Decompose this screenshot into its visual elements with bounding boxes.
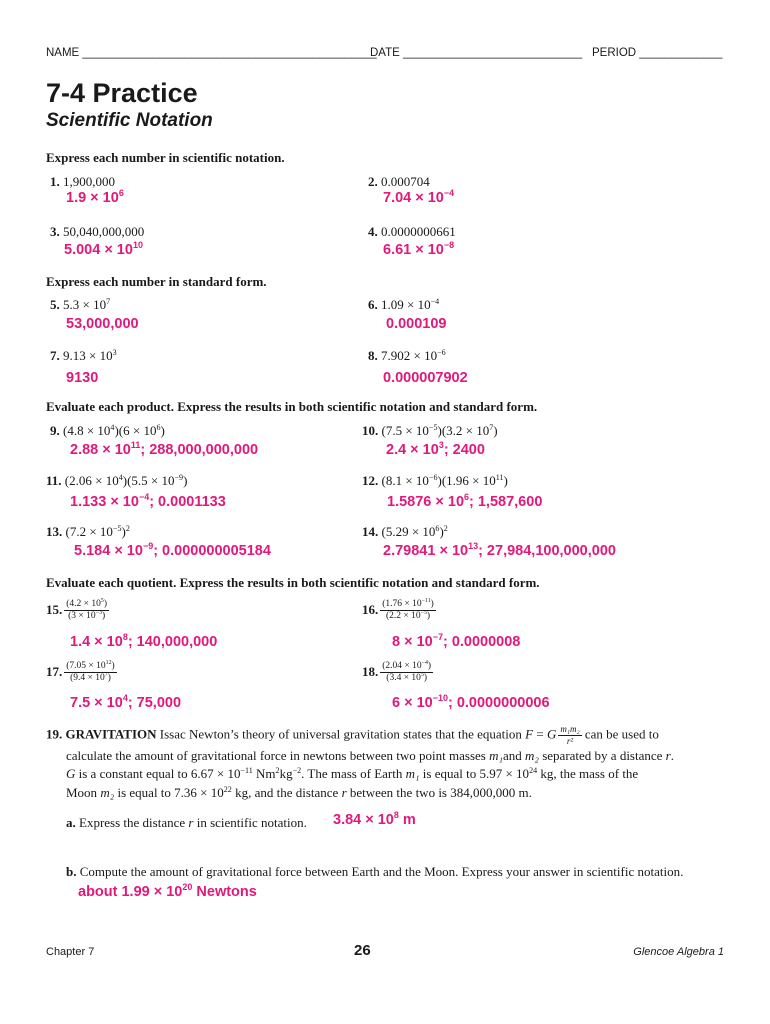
problem-11 <box>46 473 187 489</box>
answer-text: 3.84 × 10 <box>333 812 394 828</box>
answer-3 <box>64 242 143 258</box>
problem-exponent: 3 <box>112 347 117 357</box>
section-heading-standard: Express each number in standard form. <box>46 274 267 289</box>
problem-text: 1.09 × 10 <box>381 297 431 312</box>
problem-number: 7. <box>50 348 60 363</box>
answer-text: 2.88 × 10 <box>70 442 131 458</box>
period-field-label: PERIOD _____________ <box>592 47 723 59</box>
answer-1 <box>66 190 124 206</box>
problem-exponent: −9 <box>174 472 184 482</box>
answer-unit: m <box>398 812 416 828</box>
answer-text: 8 × 10 <box>392 634 433 650</box>
formula-variable: F <box>525 726 534 742</box>
answer-text: ; 75,000 <box>127 695 182 711</box>
answer-text: ; 0.0000008 <box>442 634 521 650</box>
problem-text: 1,900,000 <box>63 174 115 189</box>
problem-14 <box>362 524 448 540</box>
problem-exponent: 4 <box>110 422 115 432</box>
answer-18 <box>392 695 550 711</box>
answer-exponent: −4 <box>138 492 150 503</box>
answer-7: 9130 <box>66 370 99 386</box>
section-heading-quotients: Evaluate each quotient. Express the results in both scientific notation and standard form. <box>46 575 540 590</box>
answer-exponent: 10 <box>132 240 143 251</box>
problem-19-line-1: 19. GRAVITATION Issac Newton’s theory of universal gravitation states that the equation F = G $\frac{\text{m₁m₂}}{\text{r²}}$ can be used to <box>46 724 659 746</box>
fraction-denominator: $(2.2 \times 10^{-5})$ <box>385 610 431 622</box>
page-number: 26 <box>354 942 371 959</box>
answer-text: ; 0.0001133 <box>149 494 226 510</box>
fraction-denominator: r² <box>566 735 574 746</box>
problem-title: GRAVITATION <box>65 726 157 742</box>
problem-text: 50,040,000,000 <box>63 224 145 239</box>
answer-5: 53,000,000 <box>66 316 139 332</box>
problem-number: 10. <box>362 423 379 438</box>
problem-19b: b. Compute the amount of gravitational force between Earth and the Moon. Express your answer in scientific notation. <box>66 864 684 879</box>
problem-exponent: −4 <box>430 296 440 306</box>
answer-exponent: 6 <box>464 492 470 503</box>
problem-16 <box>362 599 436 623</box>
answer-text: 1.4 × 10 <box>70 634 123 650</box>
problem-exponent: −6 <box>428 472 438 482</box>
problem-9 <box>50 423 165 439</box>
answer-text: 5.184 × 10 <box>74 543 143 559</box>
footer-chapter: Chapter 7 <box>46 946 95 958</box>
problem-text: ) <box>183 473 188 488</box>
problem-4 <box>368 224 456 240</box>
problem-number: 16. <box>362 601 379 617</box>
problem-7 <box>50 348 117 364</box>
fraction-numerator: m₁m₂ <box>560 724 580 734</box>
answer-text: 6.61 × 10 <box>383 242 444 258</box>
answer-exponent: 13 <box>468 541 479 552</box>
problem-number: 2. <box>368 174 378 189</box>
problem-1 <box>50 174 115 190</box>
answer-9 <box>70 442 258 458</box>
problem-text: 9.13 × 10 <box>63 348 113 363</box>
answer-text: 6 × 10 <box>392 695 433 711</box>
answer-text: ; 2400 <box>443 442 485 458</box>
answer-17 <box>70 695 181 711</box>
problem-number: 14. <box>362 524 379 539</box>
answer-exponent: 8 <box>122 632 128 643</box>
fraction-denominator: $(9.4 \times 10^7)$ <box>70 672 111 684</box>
answer-exponent: −10 <box>432 693 448 704</box>
answer-11 <box>70 494 226 510</box>
answer-exponent: 6 <box>118 188 124 199</box>
answer-12 <box>387 494 542 510</box>
problem-13 <box>46 524 130 540</box>
problem-text: (7.5 × 10 <box>381 423 429 438</box>
problem-text: )(3.2 × 10 <box>437 423 490 438</box>
problem-text: )(1.96 × 10 <box>437 473 496 488</box>
fraction-numerator: $(2.04 \times 10^{-4})$ <box>380 661 433 673</box>
problem-text: ) <box>439 524 444 539</box>
answer-text: ; 140,000,000 <box>127 634 218 650</box>
problem-number: 11. <box>46 473 62 488</box>
problem-exponent: 6 <box>435 523 440 533</box>
answer-4 <box>383 242 454 258</box>
problem-exponent: 7 <box>106 296 111 306</box>
answer-text: 2.79841 × 10 <box>383 543 469 559</box>
fraction-denominator: $(3.4 \times 10^5)$ <box>386 672 428 684</box>
footer-book-title: Glencoe Algebra 1 <box>633 946 724 958</box>
problem-19-line-4: Moon m₂ is equal to $7.36 \times 10^{22}$ kg, and the distance r between the two is 384,000,000 m. <box>66 784 532 800</box>
fraction-denominator: $(3 \times 10^{-3})$ <box>68 610 106 622</box>
problem-number: 8. <box>368 348 378 363</box>
problem-text: ) <box>121 524 126 539</box>
problem-number: 5. <box>50 297 60 312</box>
problem-number: 1. <box>50 174 60 189</box>
problem-2 <box>368 174 430 190</box>
fraction <box>64 599 109 623</box>
problem-exponent: −5 <box>112 523 122 533</box>
answer-text: 1.9 × 10 <box>66 190 119 206</box>
part-label: a. <box>66 815 76 830</box>
problem-19 <box>46 724 736 802</box>
answer-text: 1.133 × 10 <box>70 494 139 510</box>
part-label: b. <box>66 864 77 879</box>
problem-number: 3. <box>50 224 60 239</box>
answer-text: ; 27,984,100,000,000 <box>478 543 616 559</box>
problem-exponent: 11 <box>495 472 504 482</box>
problem-6 <box>368 297 439 313</box>
problem-number: 19. <box>46 726 63 742</box>
problem-number: 15. <box>46 601 63 617</box>
problem-text: (8.1 × 10 <box>381 473 429 488</box>
problem-text: 0.000704 <box>381 174 430 189</box>
fraction <box>380 599 436 623</box>
section-heading-products: Evaluate each product. Express the results in both scientific notation and standard form. <box>46 399 538 414</box>
problem-number: 4. <box>368 224 378 239</box>
fraction <box>380 661 433 685</box>
fraction <box>64 661 116 685</box>
answer-8: 0.000007902 <box>383 370 468 386</box>
problem-8 <box>368 348 446 364</box>
problem-19a: a. Express the distance r in scientific notation. <box>66 815 307 830</box>
answer-text: ; 288,000,000,000 <box>140 442 259 458</box>
answer-15 <box>70 634 217 650</box>
answer-text: ; 0.0000000006 <box>447 695 550 711</box>
problem-exponent: 7 <box>489 422 494 432</box>
name-field-label: NAME ______________________________________________ <box>46 47 377 59</box>
problem-number: 18. <box>362 663 379 679</box>
problem-text: can be used to <box>581 726 659 742</box>
answer-6: 0.000109 <box>386 316 447 332</box>
answer-text: 1.5876 × 10 <box>387 494 465 510</box>
problem-18 <box>362 661 433 685</box>
answer-14 <box>383 543 616 559</box>
fraction-numerator: $(4.2 \times 10^5)$ <box>64 599 109 611</box>
problem-text: (2.06 × 10 <box>64 473 119 488</box>
problem-text: )(5.5 × 10 <box>122 473 175 488</box>
gravity-fraction <box>558 724 581 747</box>
problem-number: 6. <box>368 297 378 312</box>
answer-exponent: −8 <box>443 240 455 251</box>
answer-text: 5.004 × 10 <box>64 242 133 258</box>
fraction-numerator: $(7.05 \times 10^{12})$ <box>64 661 116 673</box>
problem-exponent: 4 <box>118 472 123 482</box>
answer-text: 7.04 × 10 <box>383 190 444 206</box>
problem-number: 9. <box>50 423 60 438</box>
answer-exponent: −4 <box>443 188 455 199</box>
problem-text: ) <box>493 423 498 438</box>
section-heading-scientific: Express each number in scientific notation. <box>46 150 285 165</box>
problem-number: 12. <box>362 473 379 488</box>
fraction-numerator: $(1.76 \times 10^{-11})$ <box>380 599 436 611</box>
problem-10 <box>362 423 498 439</box>
problem-text: 7.902 × 10 <box>381 348 438 363</box>
problem-text: )(6 × 10 <box>114 423 157 438</box>
page-subtitle: Scientific Notation <box>46 110 213 131</box>
problem-19-line-3: G is a constant equal to $6.67 \times 10^{-11}$ $Nm^2kg^{-2}$. The mass of Earth m₁ is equal to $5.97 \times 10^{24}$ kg, the mass of the <box>66 765 639 782</box>
answer-text: ; 0.000000005184 <box>153 543 271 559</box>
answer-exponent: 4 <box>122 693 128 704</box>
answer-16 <box>392 634 520 650</box>
answer-19a <box>333 812 416 828</box>
problem-12 <box>362 473 508 489</box>
answer-exponent: 11 <box>130 440 141 451</box>
problem-text: (4.8 × 10 <box>63 423 111 438</box>
formula-variable: G <box>546 726 557 742</box>
answer-13 <box>74 543 271 559</box>
answer-2 <box>383 190 454 206</box>
answer-text: 2.4 × 10 <box>386 442 439 458</box>
problem-text: 5.3 × 10 <box>63 297 107 312</box>
page-title: 7-4 Practice <box>46 78 198 108</box>
answer-text: about 1.99 × 10 <box>78 884 183 900</box>
problem-text: (5.29 × 10 <box>381 524 436 539</box>
problem-17 <box>46 661 117 685</box>
problem-15 <box>46 599 109 623</box>
problem-exponent: 2 <box>443 523 448 533</box>
answer-exponent: 3 <box>438 440 444 451</box>
problem-exponent: 6 <box>156 422 161 432</box>
problem-number: 13. <box>46 524 63 539</box>
problem-exponent: −5 <box>428 422 438 432</box>
answer-10 <box>386 442 485 458</box>
date-field-label: DATE ____________________________ <box>370 47 583 59</box>
answer-text: ; 1,587,600 <box>469 494 543 510</box>
answer-19b <box>78 884 257 900</box>
problem-text: Issac Newton’s theory of universal gravitation states that the equation <box>156 726 526 742</box>
answer-exponent: 20 <box>182 882 193 893</box>
answer-exponent: −7 <box>432 632 443 643</box>
problem-number: 17. <box>46 663 63 679</box>
problem-text: ) <box>503 473 508 488</box>
problem-exponent: 2 <box>125 523 130 533</box>
problem-text: ) <box>160 423 165 438</box>
problem-text: (7.2 × 10 <box>65 524 113 539</box>
answer-exponent: 8 <box>393 810 399 821</box>
answer-text: 7.5 × 10 <box>70 695 123 711</box>
problem-3 <box>50 224 144 240</box>
problem-exponent: −6 <box>437 347 446 357</box>
problem-5 <box>50 297 110 313</box>
answer-exponent: −9 <box>142 541 154 552</box>
answer-unit: Newtons <box>192 884 257 900</box>
problem-19-line-2: calculate the amount of gravitational force in newtons between two point masses m₁and m₂ separated by a distance r. <box>66 747 674 763</box>
problem-text: 0.0000000661 <box>381 224 456 239</box>
